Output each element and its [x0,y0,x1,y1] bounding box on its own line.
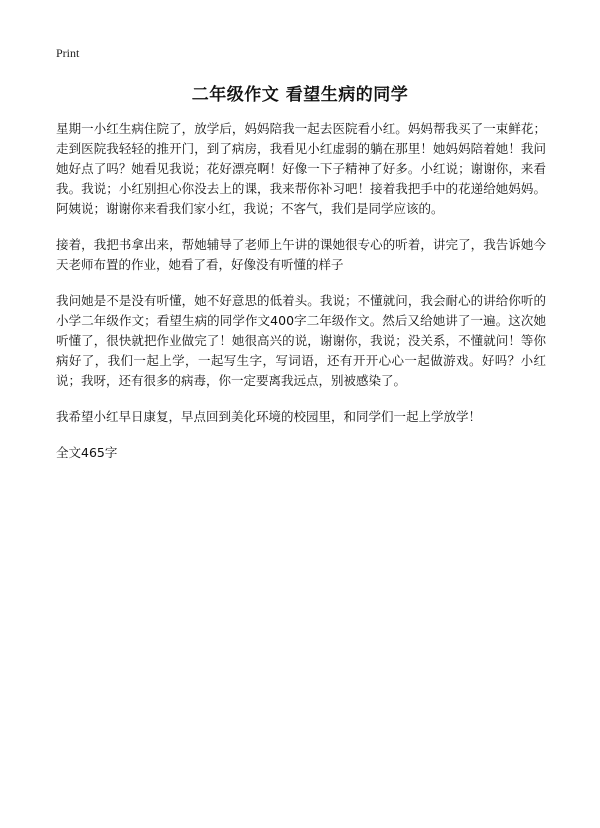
paragraph-2: 接着，我把书拿出来，帮她辅导了老师上午讲的课她很专心的听着，讲完了，我告诉她今天老师布置的作业，她看了看，好像没有听懂的样子 [56,237,546,272]
paragraph-3: 我问她是不是没有听懂，她不好意思的低着头。我说；不懂就问，我会耐心的讲给你听的小学二年级作文；看望生病的同学作文400字二年级作文。然后又给她讲了一遍。这次她听懂了，很快就把作业做完了！她很高兴的说，谢谢你，我说；没关系，不懂就问！等你病好了，我们一起上学，一起写生字，写词语，还有开开心心一起做游戏。好吗？小红说；我呀，还有很多的病毒，你一定要离我远点，别被感染了。 [56,293,546,388]
print-label: Print [56,46,80,60]
word-count: 全文465字 [56,445,118,460]
page-title: 二年级作文 看望生病的同学 [191,85,409,105]
paragraph-1: 星期一小红生病住院了，放学后，妈妈陪我一起去医院看小红。妈妈帮我买了一束鲜花；走到医院我轻轻的推开门，到了病房，我看见小红虚弱的躺在那里！她妈妈陪着她！我问她好点了吗？她看见我说；花好漂亮啊！好像一下子精神了好多。小红说；谢谢你，来看我。我说；小红别担心你没去上的课，我来帮你补习吧！接着我把手中的花递给她妈妈。阿姨说；谢谢你来看我们家小红，我说；不客气，我们是同学应该的。 [56,121,546,216]
paragraph-4: 我希望小红早日康复，早点回到美化环境的校园里，和同学们一起上学放学！ [56,409,482,424]
article-body [56,119,546,463]
